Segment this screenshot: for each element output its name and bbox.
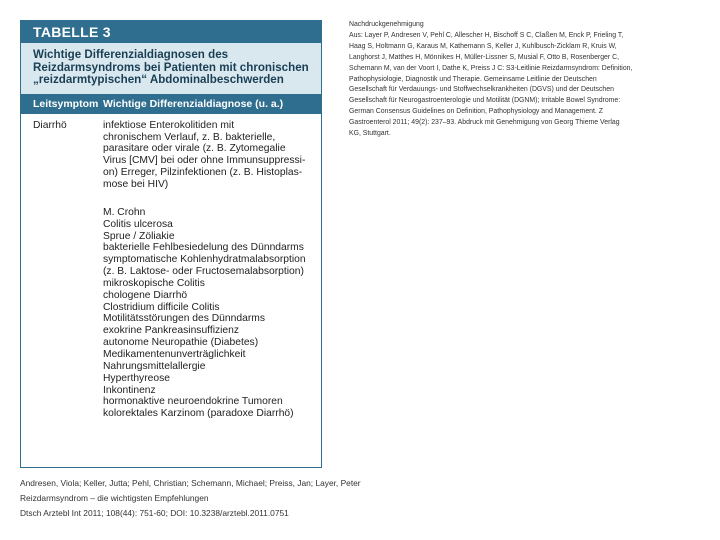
diagnosis-line: autonome Neuropathie (Diabetes) (103, 337, 259, 349)
citation-title: Reizdarmsyndrom – die wichtigsten Empfehlungen (20, 493, 209, 503)
diagnosis-line: Inkontinenz (103, 384, 156, 396)
table-column-header-row (21, 94, 321, 114)
citation (20, 476, 361, 521)
table-subtitle-line: Reizdarmsyndroms bei Patienten mit chronischen (33, 60, 309, 74)
permission-line: Gastroenterol 2011; 49(2): 237–93. Abdruck mit Genehmigung von Georg Thieme Verlag (349, 119, 620, 127)
permission-line: German Consensus Guidelines on Definition, Pathophysiology and Management. Z (349, 108, 603, 116)
permission-line: Aus: Layer P, Andresen V, Pehl C, Allescher H, Bischoff S C, Claßen M, Enck P, Frieling T, (349, 31, 624, 39)
permission-line: Haag S, Holtmann G, Karaus M, Kathemann S, Keller J, Kuhlbusch-Zicklam R, Kruis W, (349, 42, 617, 50)
symptom-cell: Diarrhö (33, 119, 67, 131)
column-header-diagnosis: Wichtige Differenzialdiagnose (u. a.) (103, 97, 284, 110)
table-figure (20, 20, 322, 468)
diagnosis-line: kolorektales Karzinom (paradoxe Diarrhö) (103, 408, 294, 420)
permission-line: Pathophysiologie, Diagnostik und Therapie. Gemeinsame Leitlinie der Deutschen (349, 75, 597, 83)
diagnosis-line: (z. B. Laktose- oder Fructosemalabsorption) (103, 266, 304, 278)
diagnosis-line: infektiose Enterokolitiden mit (103, 119, 235, 131)
citation-reference: Dtsch Arztebl Int 2011; 108(44): 751-60; DOI: 10.3238/arztebl.2011.0751 (20, 508, 289, 518)
permission-line: Gesellschaft für Verdauungs- und Stoffwechselkrankheiten (DGVS) und der Deutschen (349, 86, 614, 94)
table-subtitle-line: Wichtige Differenzialdiagnosen des (33, 48, 229, 61)
permission-line: KG, Stuttgart. (349, 130, 391, 138)
diagnosis-group-other (103, 207, 317, 420)
diagnosis-line: Hyperthyreose (103, 372, 170, 384)
diagnosis-line: mikroskopische Colitis (103, 277, 205, 289)
permission-line: Nachdruckgenehmigung (349, 21, 424, 28)
diagnosis-line: Motilitätsstörungen des Dünndarms (103, 313, 265, 325)
diagnosis-line: exokrine Pankreasinsuffizienz (103, 325, 240, 337)
diagnosis-group-infectious (103, 120, 317, 191)
citation-authors: Andresen, Viola; Keller, Jutta; Pehl, Christian; Schemann, Michael; Preiss, Jan; Layer, Peter (20, 478, 361, 488)
diagnosis-line: symptomatische Kohlenhydratmalabsorption (103, 254, 306, 266)
permission-line: Schemann M, van der Voort I, Dathe K, Preiss J C: S3-Leitlinie Reizdarmsyndrom: Definition, (349, 64, 633, 72)
diagnosis-line: hormonaktive neuroendokrine Tumoren (103, 396, 283, 408)
diagnosis-line: chronischem Verlauf, z. B. bakterielle, (103, 131, 276, 143)
diagnosis-line: Virus [CMV] bei oder ohne Immunsuppressi- (103, 155, 306, 167)
diagnosis-line: Medikamentenunverträglichkeit (103, 348, 246, 360)
table-body (21, 114, 321, 436)
diagnosis-line: on) Erreger, Pilzinfektionen (z. B. Histoplas- (103, 167, 303, 179)
diagnosis-line: Clostridium difficile Colitis (103, 301, 220, 313)
permission-line: Gesellschaft für Neurogastroenterologie und Motilität (DGNM); Irritable Bowel Syndrome: (349, 97, 621, 105)
diagnosis-line: chologene Diarrhö (103, 289, 188, 301)
diagnosis-line: Sprue / Zöliakie (103, 230, 175, 242)
column-header-symptom: Leitsymptom (33, 97, 99, 110)
table-subtitle (21, 43, 321, 94)
permission-line: Langhorst J, Matthes H, Mönnikes H, Müller-Lissner S, Musial F, Otto B, Rosenberger C, (349, 53, 619, 61)
diagnosis-cell (97, 120, 321, 436)
table-subtitle-line: „reizdarmtypischen“ Abdominalbeschwerden (33, 73, 284, 87)
diagnosis-line: M. Crohn (103, 206, 146, 218)
diagnosis-line: parasitare oder virale (z. B. Zytomegalie (103, 143, 286, 155)
diagnosis-line: Nahrungsmittelallergie (103, 360, 206, 372)
table-label: TABELLE 3 (21, 21, 321, 43)
diagnosis-line: bakterielle Fehlbesiedelung des Dünndarms (103, 242, 304, 254)
diagnosis-line: mose bei HIV) (103, 179, 169, 190)
reprint-permission-note (349, 20, 689, 140)
diagnosis-line: Colitis ulcerosa (103, 218, 173, 230)
